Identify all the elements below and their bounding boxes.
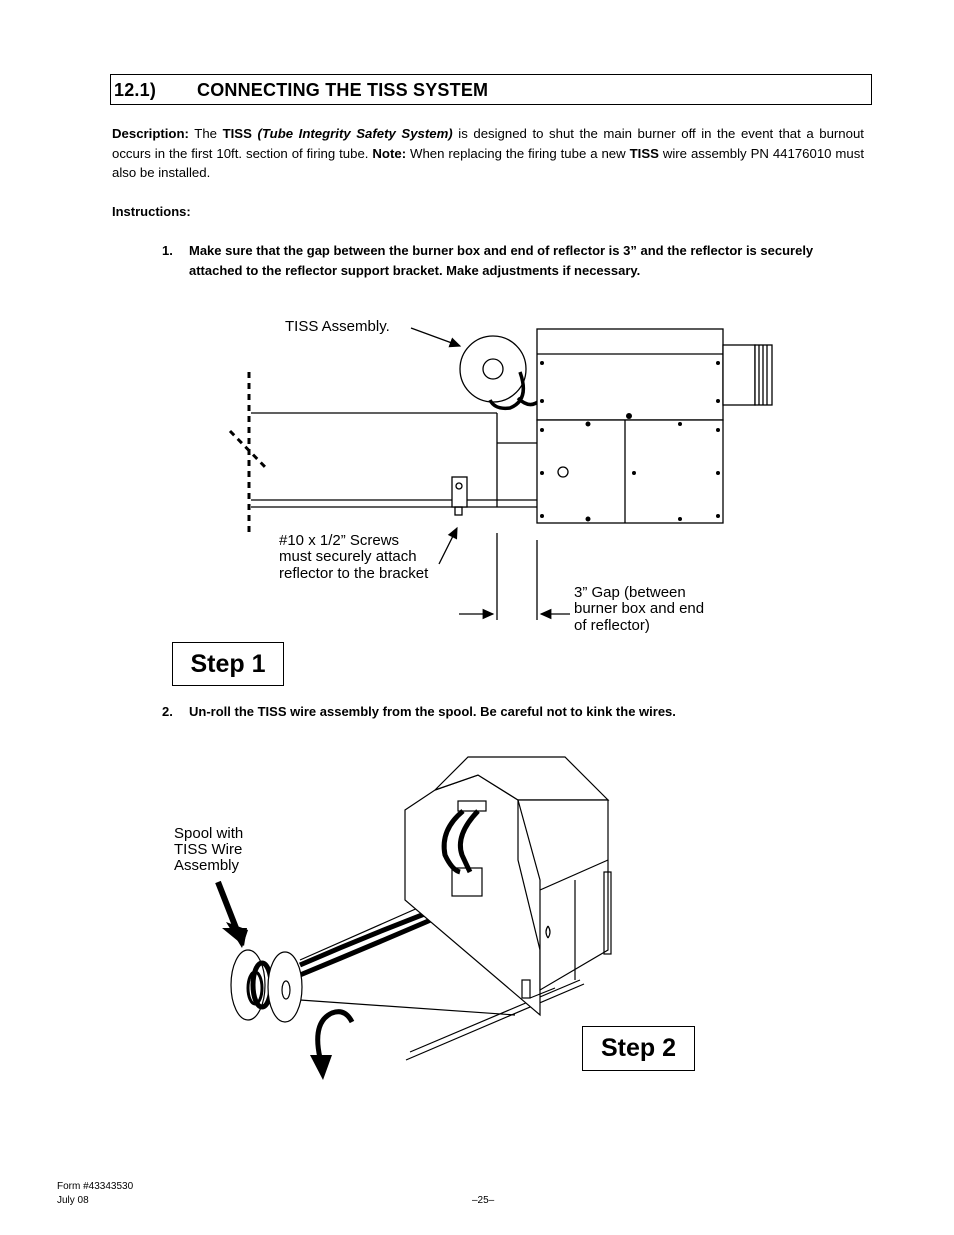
step-1-badge: Step 1	[172, 642, 284, 686]
tiss-term: TISS	[222, 126, 252, 141]
description-text: The	[188, 126, 223, 141]
tiss-expansion: (Tube Integrity Safety System)	[251, 126, 453, 141]
instructions-label: Instructions:	[112, 204, 191, 219]
step-1-text: Make sure that the gap between the burner box and end of reflector is 3” and the reflector is securely attached to the reflector support bracket. Make adjustments if necessary.	[189, 243, 814, 278]
note-label: Note:	[372, 145, 407, 161]
gap-label-line-1: 3” Gap (between	[574, 584, 686, 601]
tiss-term: TISS	[257, 704, 287, 719]
description-text: When replacing the firing tube a new	[406, 145, 630, 161]
step-2-badge: Step 2	[582, 1026, 695, 1071]
form-number: Form #43343530	[57, 1181, 134, 1192]
step-2-text: wire assembly from the spool. Be careful not to kink the wires.	[286, 704, 676, 719]
step-1-number: 1.	[162, 243, 173, 258]
tiss-term: TISS	[629, 145, 659, 161]
screws-label-line-2: must securely attach	[279, 548, 417, 565]
description-label: Description:	[112, 126, 189, 141]
screws-label-line-1: #10 x 1/2” Screws	[279, 532, 400, 549]
screws-label-line-3: reflector to the bracket	[279, 565, 429, 582]
section-number: 12.1)	[114, 80, 157, 100]
gap-label-line-2: burner box and end	[574, 600, 705, 617]
spool-label-line-2: TISS Wire	[174, 841, 243, 858]
description-text: is designed to shut the main burner off in the event that a burnout occurs in the first 10ft. section of firing tube.	[112, 126, 864, 161]
page-number: –25–	[472, 1195, 495, 1206]
form-date: July 08	[57, 1195, 89, 1206]
step-2-text: Un-roll the	[189, 704, 258, 719]
spool-label-line-1: Spool with	[174, 825, 244, 842]
spool-label-line-3: Assembly	[174, 857, 240, 874]
tiss-assembly-label: TISS Assembly.	[285, 318, 390, 335]
section-title: CONNECTING THE TISS SYSTEM	[197, 80, 489, 100]
description-text: wire assembly PN 44176010 must also be installed.	[112, 145, 864, 180]
step-2-number: 2.	[162, 704, 173, 719]
gap-label-line-3: of reflector)	[574, 617, 650, 634]
figure-2-diagram	[218, 757, 611, 1080]
